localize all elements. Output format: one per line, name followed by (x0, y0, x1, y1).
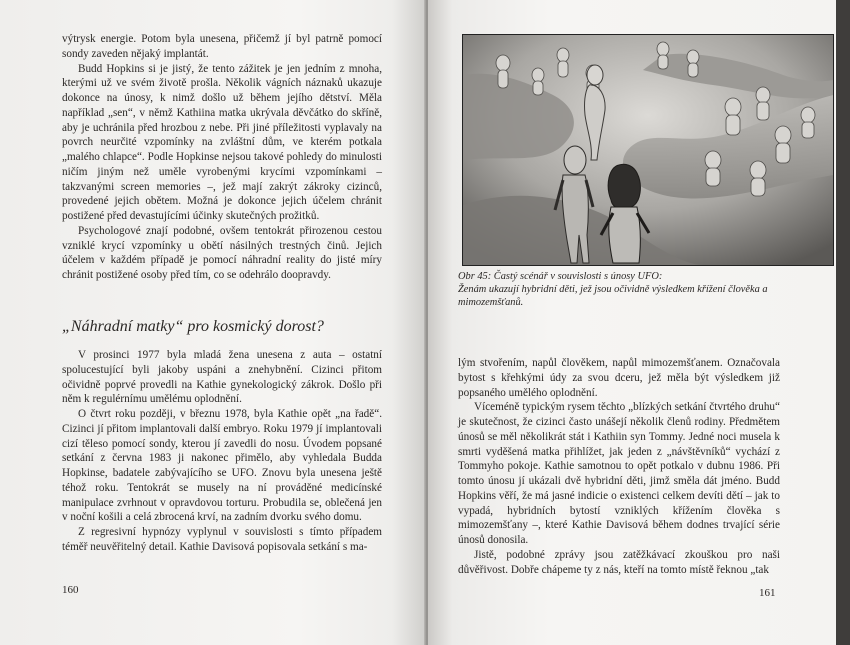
section-heading: „Náhradní matky“ pro kosmický dorost? (62, 318, 324, 335)
page-number: 161 (759, 587, 776, 599)
book-edge (836, 0, 850, 645)
caption-line: Obr 45: Častý scénář v souvislosti s únosy UFO: (458, 271, 663, 282)
illustration (462, 34, 834, 266)
paragraph: Víceméně typickým rysem těchto „blízkých setkání čtvrtého druhu“ je skutečnost, že cizinci často unášejí několik členů rodiny. Předmětem únosů se měl několikrát stát i Kathiin syn Tommy. Jedné noci musela k smrti vyděšená matka přihlížet, jak jeden z „návštěvníků“ vychází z Tommyho pokoje. Kathie samotnou to opět potkalo v dubnu 1986. Při tomto únosu jí ukázali dvě hybridní děti, jimž směla dát jméno. Budd Hopkins věří, že má jasné indicie o existenci celkem devíti dětí – jak to vypadá, hybridních bytostí vzniklých křížením člověka s mimozemšťany –, které Kathie Davisová během dodnes trvající série únosů donosila. (458, 401, 780, 546)
paragraph: Z regresivní hypnózy vyplynul v souvislosti s tímto případem téměř neuvěřitelný detail. Kathie Davisová popisovala setkání s ma- (62, 526, 382, 553)
paragraph: lým stvořením, napůl člověkem, napůl mimozemšťanem. Označovala bytost s křehkými údy za svou dceru, jež měla být výsledkem již popsaného umělého oplodnění. (458, 357, 780, 399)
paragraph: Psychologové znají podobné, ovšem tentokrát přirozenou cestou vzniklé krycí vzpomínky u obětí násilných trestných činů. Jejich účelem v každém případě je pomocí náhradní reality do jisté míry chránit postižené osoby před tím, co se odehrálo doopravdy. (62, 224, 382, 281)
paragraph: V prosinci 1977 byla mladá žena unesena z auta – ostatní spolucestující byli jakoby uspáni a znehybnění. Cizinci přitom očividně poprvé provedli na Kathie gynekologický zákrok. Došlo při něm k regulérnímu umělému oplodnění. (62, 349, 382, 406)
figure-caption (458, 270, 828, 309)
right-text (458, 356, 780, 577)
paragraph: Budd Hopkins si je jistý, že tento zážitek je jen jedním z mnoha, kterými už ve svém životě prošla. Několik vágních náznaků ukazuje dokonce na únosy, k nimž došlo už během jejího dětství. Měla například „sen“, v němž Kathiina matka ukrývala děvčátko do skříně, aby je uchránila před hrozbou z nebe. Při jiné příležitosti vyplavaly na povrch neurčité vzpomínky na zvláštní dům, ve kterém potkala „malého chlapce“. Podle Hopkinse nejsou takové pohledy do minulosti ničím jiným než uměle vyrobenými krycími vzpomínkami – takzvanými screen memories –, jež mají zakrýt zákroky cizinců, provedené jejich obětem. Možná je dokonce jejich účelem chránit postižené před devastujícími účinky skutečných prožitků. (62, 62, 382, 222)
caption-line: Ženám ukazují hybridní děti, jež jsou očividně výsledkem křížení člověka a mimozemšťanů. (458, 284, 768, 308)
left-text-bottom (62, 348, 382, 555)
paragraph: výtrysk energie. Potom byla unesena, přičemž jí byl patrně pomocí sondy zaveden nějaký implantát. (62, 33, 382, 60)
illustration-drawing (463, 35, 833, 265)
paragraph: Jistě, podobné zprávy jsou zatěžkávací zkouškou pro naši důvěřivost. Dobře chápeme ty z nás, kteří na tomto místě řeknou „tak (458, 548, 780, 576)
page-number: 160 (62, 584, 79, 596)
left-text-top (62, 32, 382, 283)
paragraph: O čtvrt roku později, v březnu 1978, byla Kathie opět „na řadě“. Cizinci jí přitom implantovali další embryo. Roku 1979 jí implantovali cizí těleso pomocí sondy, kterou jí zavedli do nosu. Úvodem popsané setkání z června 1983 ji nakonec přimělo, aby vyhledala Budda Hopkinse, badatele zabývajícího se UFO. Znovu byla unesena ještě téhož roku. Tentokrát se musely na ní prováděné medicínské manipulace zvrhnout v opravdovou torturu. Probudila se, oblečená jen v noční košili a celá zbrocená krví, na zadním dvorku svého domu. (62, 408, 382, 524)
